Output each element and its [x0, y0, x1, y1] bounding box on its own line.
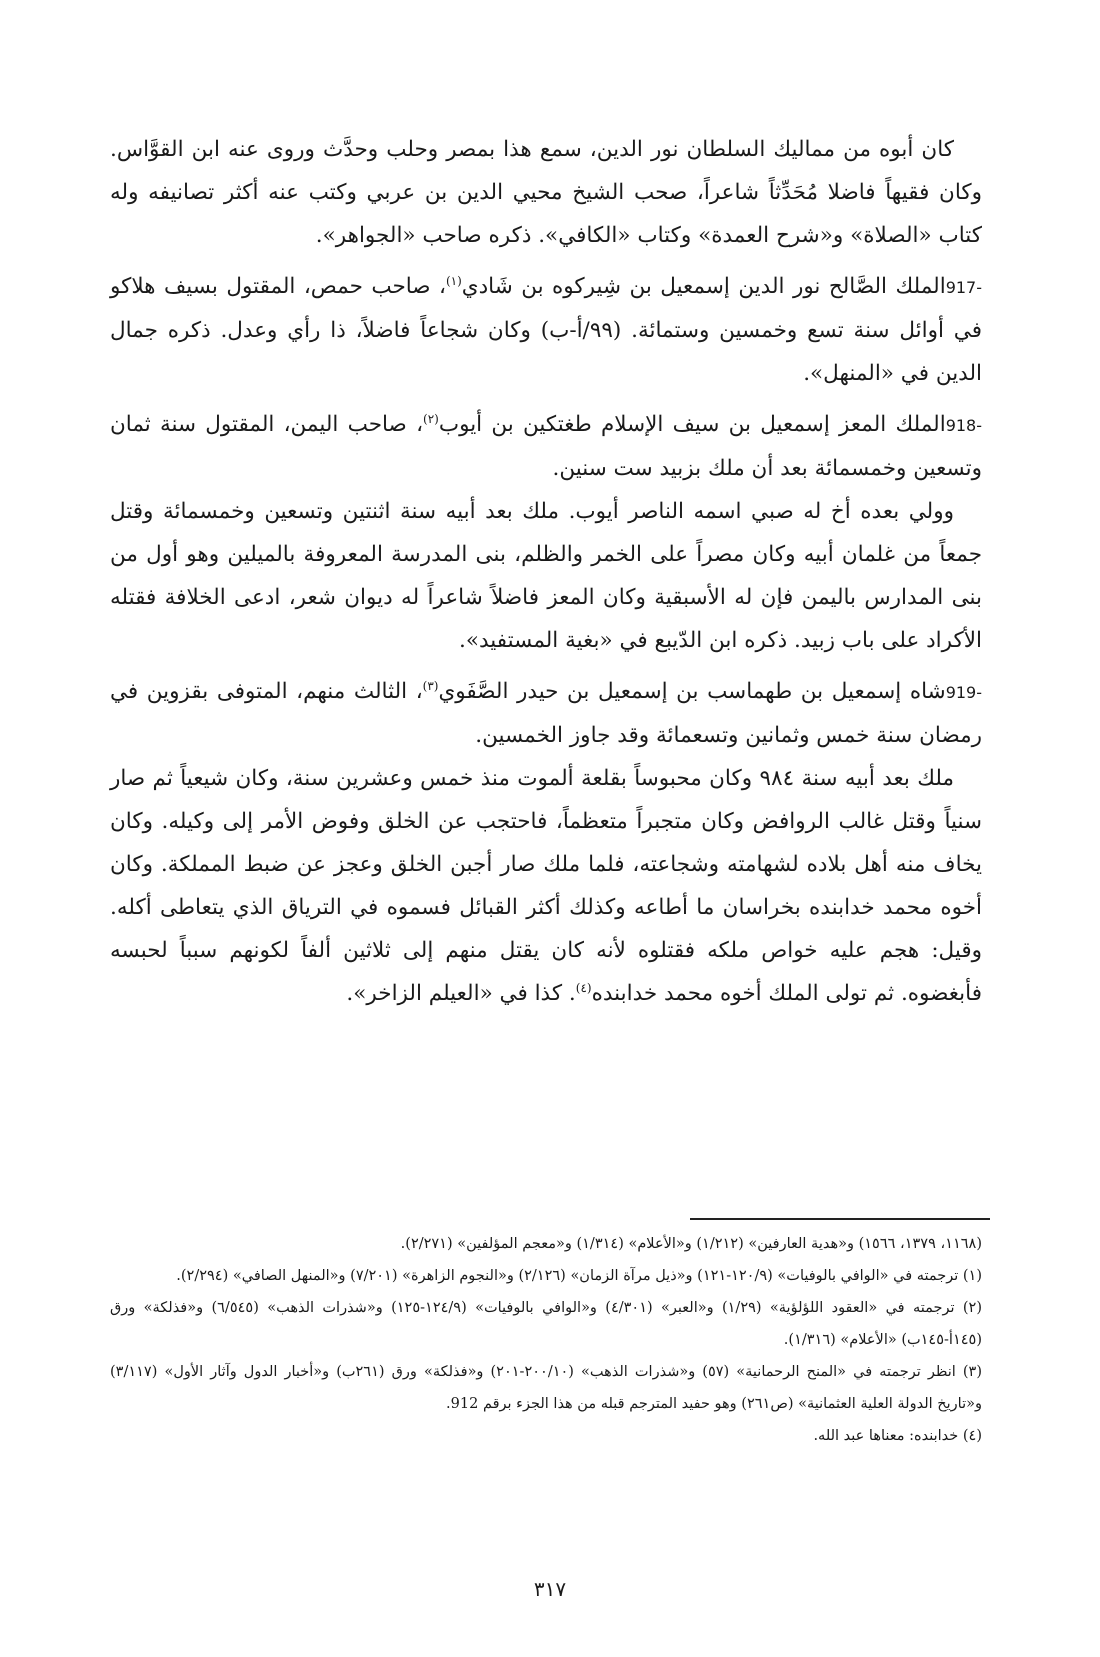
entry-text: ، صاحب اليمن، المقتول سنة ثمان وتسعين وخمسمائة بعد أن ملك بزبيد ست سنين.: [110, 412, 982, 481]
footnote-marker: (٣): [422, 678, 439, 693]
footnote-divider: [690, 1218, 990, 1220]
footnote-marker: (٢): [423, 411, 439, 426]
footnote-carryover: (١١٦٨، ١٣٧٩، ١٥٦٦) و«هدية العارفين» (١/٢١٢) و«الأعلام» (١/٣١٤) و«معجم المؤلفين» (٢/٢٧١).: [400, 1236, 982, 1252]
footnote-3: (٣) انظر ترجمته في «المنح الرحمانية» (٥٧) و«شذرات الذهب» (٢٠٠/١٠-٢٠١) و«فذلكة» ورق (٢٦١ب) و«أخبار الدول وآثار الأول» (٣/١١٧) و«تاريخ الدولة العلية العثمانية» (ص٢٦١) وهو حفيد المترجم قبله من هذا الجزء برقم 912.: [110, 1364, 982, 1412]
main-text: [110, 128, 982, 1015]
footnote-2: (٢) ترجمته في «العقود اللؤلؤية» (١/٢٩) و«العبر» (٤/٣٠١) و«الوافي بالوفيات» (١٢٤/٩-١٢٥) و«شذرات الذهب» (٦/٥٤٥) و«فذلكة» ورق (١٤٥أ-١٤٥ب) «الأعلام» (١/٣١٦).: [110, 1300, 982, 1348]
continuation-text: ملك بعد أبيه سنة ٩٨٤ وكان محبوساً بقلعة ألموت منذ خمس وعشرين سنة، وكان شيعياً ثم صار سنياً وقتل غالب الروافض وكان متجبراً متعظماً، فاحتجب عن الخلق وفوض الأمر إلى وكيله. وكان يخاف منه أهل بلاده لشهامته وشجاعته، فلما ملك صار أجبن الخلق وعجز عن ضبط المملكة. وكان أخوه محمد خدابنده بخراسان ما أطاعه وكذلك أكثر القبائل فسموه في الترياق الذي يتعاطى أكله. وقيل: هجم عليه خواص ملكه فقتلوه لأنه كان يقتل منهم إلى ثلاثين ألفاً لكونهم سبباً لحبسه فأبغضوه. ثم تولى الملك أخوه محمد خدابنده: [110, 766, 982, 1006]
entry-number: 918-: [945, 416, 982, 435]
footnotes: [110, 1228, 982, 1452]
footnote-1: (١) ترجمته في «الوافي بالوفيات» (١٢٠/٩-١٢١) و«ذيل مرآة الزمان» (٢/١٢٦) و«النجوم الزاهرة» (٧/٢٠١) و«المنهل الصافي» (٢/٢٩٤).: [176, 1268, 982, 1284]
entry-919-continuation: [110, 757, 982, 1015]
entry-919: [110, 670, 982, 757]
entry-text: ، صاحب حمص، المقتول بسيف هلاكو في أوائل سنة تسع وخمسين وستمائة. (٩٩/أ-ب) وكان شجاعاً فاضلاً، ذا رأي وعدل. ذكره جمال الدين في «المنهل».: [110, 274, 982, 386]
footnote-marker: (٤): [575, 980, 592, 995]
intro-paragraph: كان أبوه من مماليك السلطان نور الدين، سمع هذا بمصر وحلب وحدَّث وروى عنه ابن القوَّاس. وكان فقيهاً فاضلا مُحَدِّثاً شاعراً، صحب الشيخ محيي الدين بن عربي وكتب عنه أكثر تصانيفه وله كتاب «الصلاة» و«شرح العمدة» وكتاب «الكافي». ذكره صاحب «الجواهر».: [110, 137, 982, 248]
entry-918-continuation: وولي بعده أخ له صبي اسمه الناصر أيوب. ملك بعد أبيه سنة اثنتين وتسعين وخمسمائة وقتل جمعاً من غلمان أبيه وكان مصراً على الخمر والظلم، بنى المدرسة المعروفة بالميلين وهو أول من بنى المدارس باليمن فإن له الأسبقية وكان المعز فاضلاً شاعراً له ديوان شعر، ادعى الخلافة فقتله الأكراد على باب زبيد. ذكره ابن الدّيبع في «بغية المستفيد».: [110, 499, 982, 653]
entry-heading: الملك الصَّالح نور الدين إسمعيل بن شِيركوه بن شَادي: [461, 274, 946, 299]
page-number: ٣١٧: [533, 1577, 567, 1601]
entry-number: 919-: [945, 683, 982, 702]
entry-number: 917-: [945, 278, 982, 297]
entry-heading: الملك المعز إسمعيل بن سيف الإسلام طغتكين بن أيوب: [438, 412, 946, 437]
entry-heading: شاه إسمعيل بن طهماسب بن إسمعيل بن حيدر الصَّفَوي: [438, 679, 946, 704]
continuation-end: . كذا في «العيلم الزاخر».: [346, 981, 576, 1006]
entry-text: ، الثالث منهم، المتوفى بقزوين في رمضان سنة خمس وثمانين وتسعمائة وقد جاوز الخمسين.: [110, 679, 982, 748]
entry-918: [110, 403, 982, 490]
entry-917: [110, 265, 982, 395]
footnote-marker: (١): [445, 273, 462, 288]
footnote-4: (٤) خدابنده: معناها عبد الله.: [813, 1428, 982, 1444]
